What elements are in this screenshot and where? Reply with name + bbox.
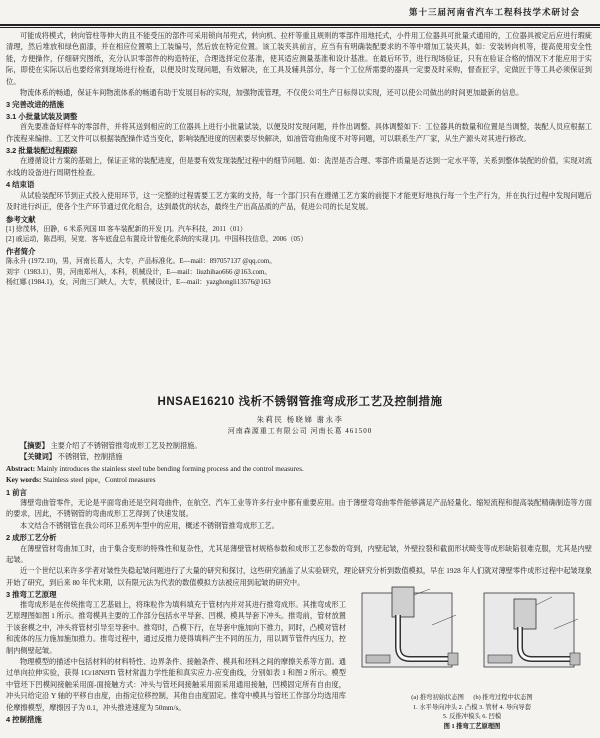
keywords-en-text: Stainless steel pipe，Control measures — [43, 476, 156, 485]
abstract-en-label: Abstract: — [6, 464, 36, 473]
keywords-label: 【关键词】 — [20, 453, 56, 462]
subcaption-a: (a) 推弯初始状态图 — [411, 694, 464, 701]
running-header — [0, 0, 600, 24]
subsection-heading: 3.1 小批量试装及调整 — [6, 111, 78, 121]
section-heading: 4 结束语 — [6, 180, 35, 190]
paragraph: 在遵循设计方案的基础上，保证正常的装配进度，但是要有效发现装配过程中的细节问题。如：洗涅是否合理、零部件质量是否达到一定水平等，关系到整体装配的价值，实现对流水线的设备进行周期性检查。 — [6, 157, 592, 177]
article-affiliation: 河南森源重工有限公司 河南长葛 461500 — [227, 427, 373, 435]
author-info: 杨红娜 (1984.1)，女，河南三门峡人，大专，机械设计，E—mail：yazghongli13576@163 — [6, 278, 271, 286]
section-heading: 3 完善改进的措施 — [6, 100, 64, 110]
paragraph: 近一个世纪以来许多学者对皱性失稳起皱问题进行了大量的研究和探讨，这些研究涵盖了从实验研究，理论研究分析到数值模拟，早在 1928 年人们就对薄壁零件成形过程中起皱现象开始了研究，到后来 80 年代末期，以有限元法为代表的数值模拟方法被应用到起皱的研究中。 — [6, 567, 592, 587]
figure-caption: 图 1 推弯工艺原理图 — [443, 723, 501, 730]
section-heading: 3 推弯工艺原理 — [6, 590, 57, 600]
figure-1 — [352, 585, 592, 735]
paragraph: 首先要准备好样车的零部件，并将其送到相应的工位器具上进行小批量试装，以便及时发现问题，并作出调整。具体调整如下：工位器具的数量和位置是当调整，装配人员应根据工作流程来编排。工艺文件可以根据装配操作适当变化，影响装配进度的因素要尽快解决，如油管弯曲角度不对等问题，可以联系生产厂家，从生产源头对其进行修改。 — [6, 123, 592, 143]
header-rule — [0, 24, 600, 26]
figure-legend-1: 1. 水平导向冲头 2. 凸模 3. 管材 4. 导向导套 — [412, 704, 532, 711]
paragraph: 从试验装配环节到正式投入使用环节，这一完整的过程需要工艺方案的支持，每一个部门只有在遵循工艺方案的前提下才能更好地执行每一个生产行为，并在执行过程中发现问题后及时进行纠正，使各个生产环节通过优化组合，达到最优的状态，最终生产出高品质的产品，促进公司的长足发展。 — [6, 191, 592, 212]
section-heading: 1 前言 — [6, 487, 27, 497]
paragraph: 可能成将模式，转向管柱等伸大的且不能受压的部件可采用锁向吊兜式，转向机、拉杆等重且规则的零部件用地托式，小件用工位器具可批量式通用的，工位器具被定后应进行瑕疵清理，然后堆放和绿色面漆，并在相应位置喷上工装编号，然后放在特定位置。该工装夹具前言，应当有有明确装配要求的不等中增加工装夹具，如：安装转向机等，提高使用安全性能，方便操作，仔细研究图纸，充分认识零部件的构造特征，合理选择定位基准，使其适应测量基准和设计基准。在最后环节，进行现场验证，只有在验证合格的情况下才能应用于实际，即使在实际以后也要经常到现场进行检查，以便及时发现问题，有效解决，在工具及辅具部分，每一个工位所需要的器具一定要及时采购，督查匠字，定做匠于等工具必须保证到位。 — [6, 32, 592, 86]
abstract-label: 【摘要】 — [20, 442, 49, 450]
keywords-en — [6, 475, 592, 486]
author-info: 陈永升 (1972.10)，男，河南长葛人，大专，产品标准化。E—mail：897057137 @qq.com。 — [6, 258, 277, 266]
paragraph: 物理模型的描述中包括材料的材料特性、边界条件、接触条件、模具和坯料之间的摩擦关系等方面。通过单向拉伸实验，获得 1Cr18Ni9Ti 管材常温力学性能和真实应力-应变曲线，分别如表 1 和图 2 所示。模型中管坯下凹模间接触采用面-面接触方式：冲头与管坯间接触采用面采用通用接触，凹模固定所有自由度，冲头只给定沿 Y 轴的平移自由度，由指定位移控制，其他自由度固定。推弯中模具与管坯工作部分均选用库伦摩擦模型，摩擦因子为 0.1，冲头推进速度为 50mm/s。 — [6, 658, 346, 712]
subsection-heading: 3.2 批量装配过程跟踪 — [6, 146, 78, 156]
paragraph: 推弯成形是在传统推弯工艺基础上，将珠粒作为填料填充于管材内并对其进行推弯成形。其推弯成形工艺原理图如图 1 所示。推弯模具主要的工作部分包括水平导套、凹模、模具导套下冲头。推弯前，管材放置于该套模之中，冲头将管材引导至导套中。推弯时，凸模下行，在导套中施加向下推力，同时，凸模对管材和流体的压力施加施加推力。推弯过程中，通过反推力使得填料产生不同的压力，用以调节管件内压力，控制内侧壁起皱。 — [6, 601, 346, 655]
article-authors: 朱莉民 杨晓娣 谢永李 — [256, 415, 344, 424]
subcaption-b: (b) 推弯过程中状态图 — [473, 694, 533, 701]
abstract-en — [6, 464, 592, 475]
article-abstract-block — [6, 441, 592, 601]
abstract-en-text: Mainly introduces the stainless steel tube bending forming process and the control measures. — [36, 464, 304, 473]
author-info-heading: 作者简介 — [6, 246, 36, 256]
previous-article-body — [6, 31, 592, 288]
journal-title: 第十三届河南省汽车工程科技学术研讨会 — [408, 7, 580, 17]
author-info: 刘宇（1983.1），男，河南郑州人，本科，机械设计，E—mail：liuzhihao666 @163.com。 — [6, 268, 272, 276]
abstract-text: 主要介绍了不锈钢管推弯成形工艺及控制措施。 — [50, 442, 202, 450]
article-title: HNSAE16210 浅析不锈钢管推弯成形工艺及控制措施 — [157, 396, 443, 408]
reference-item: [2] 戚运动，陈昌明，吴宽．客车底盘总布置设计智能化系统的实现 [J]。中国科技信息，2006（05） — [6, 236, 308, 244]
section-heading: 4 控制措施 — [6, 715, 42, 725]
keywords-cn — [6, 452, 592, 463]
diagram-bending-state — [484, 593, 580, 667]
bending-die-diagram — [352, 585, 592, 695]
reference-item: [1] 徐茂林，田静，6 米系列国 III 客车装配新的开发 [J]。汽车科技，2011（01） — [6, 225, 247, 233]
figure-subcaptions — [352, 693, 592, 702]
abstract-cn — [6, 441, 592, 452]
header-rule-thin — [0, 27, 600, 28]
paragraph: 薄壁弯曲管零件，无论是平面弯曲还是空间弯曲件，在航空、汽车工业等许多行业中都有重要应用。由于薄壁弯弯曲零件能够满足产品轻量化、缩短流程和提高装配精确制造等方面的要求，因此，不锈钢管的弯曲成形工艺得到了快速发展。 — [6, 499, 592, 519]
keywords-text: 不锈钢管，控制措施 — [57, 453, 123, 462]
paragraph: 在薄壁管材弯曲加工时，由于集合变形的特殊性和复杂性，尤其是薄壁管材规格参数和成形工艺参数的弯到，内壁起皱，外壁拉裂和截面形状畸变等成形缺陷很难克服，尤其是内壁起皱。 — [6, 544, 592, 565]
section-heading: 2 成形工艺分析 — [6, 533, 57, 543]
diagram-initial-state — [362, 587, 458, 667]
keywords-en-label: Key words: — [6, 476, 42, 485]
references-heading: 参考文献 — [6, 214, 36, 224]
paragraph: 本文结合不锈钢管在我公司环卫系列车型中的应用，概述不锈钢管推弯成形工艺。 — [20, 521, 279, 530]
figure-legend-2: 5. 反推冲模头 6. 凹模 — [442, 713, 502, 720]
article-left-column — [6, 600, 346, 725]
paragraph: 物流体系的畅通，保证车间物流体系的畅通有助于发展目标的实现，加强物流管理，不仅使公司生产日标得以实现，还可以使公司做出的时间更加最新的信息。 — [20, 89, 524, 98]
